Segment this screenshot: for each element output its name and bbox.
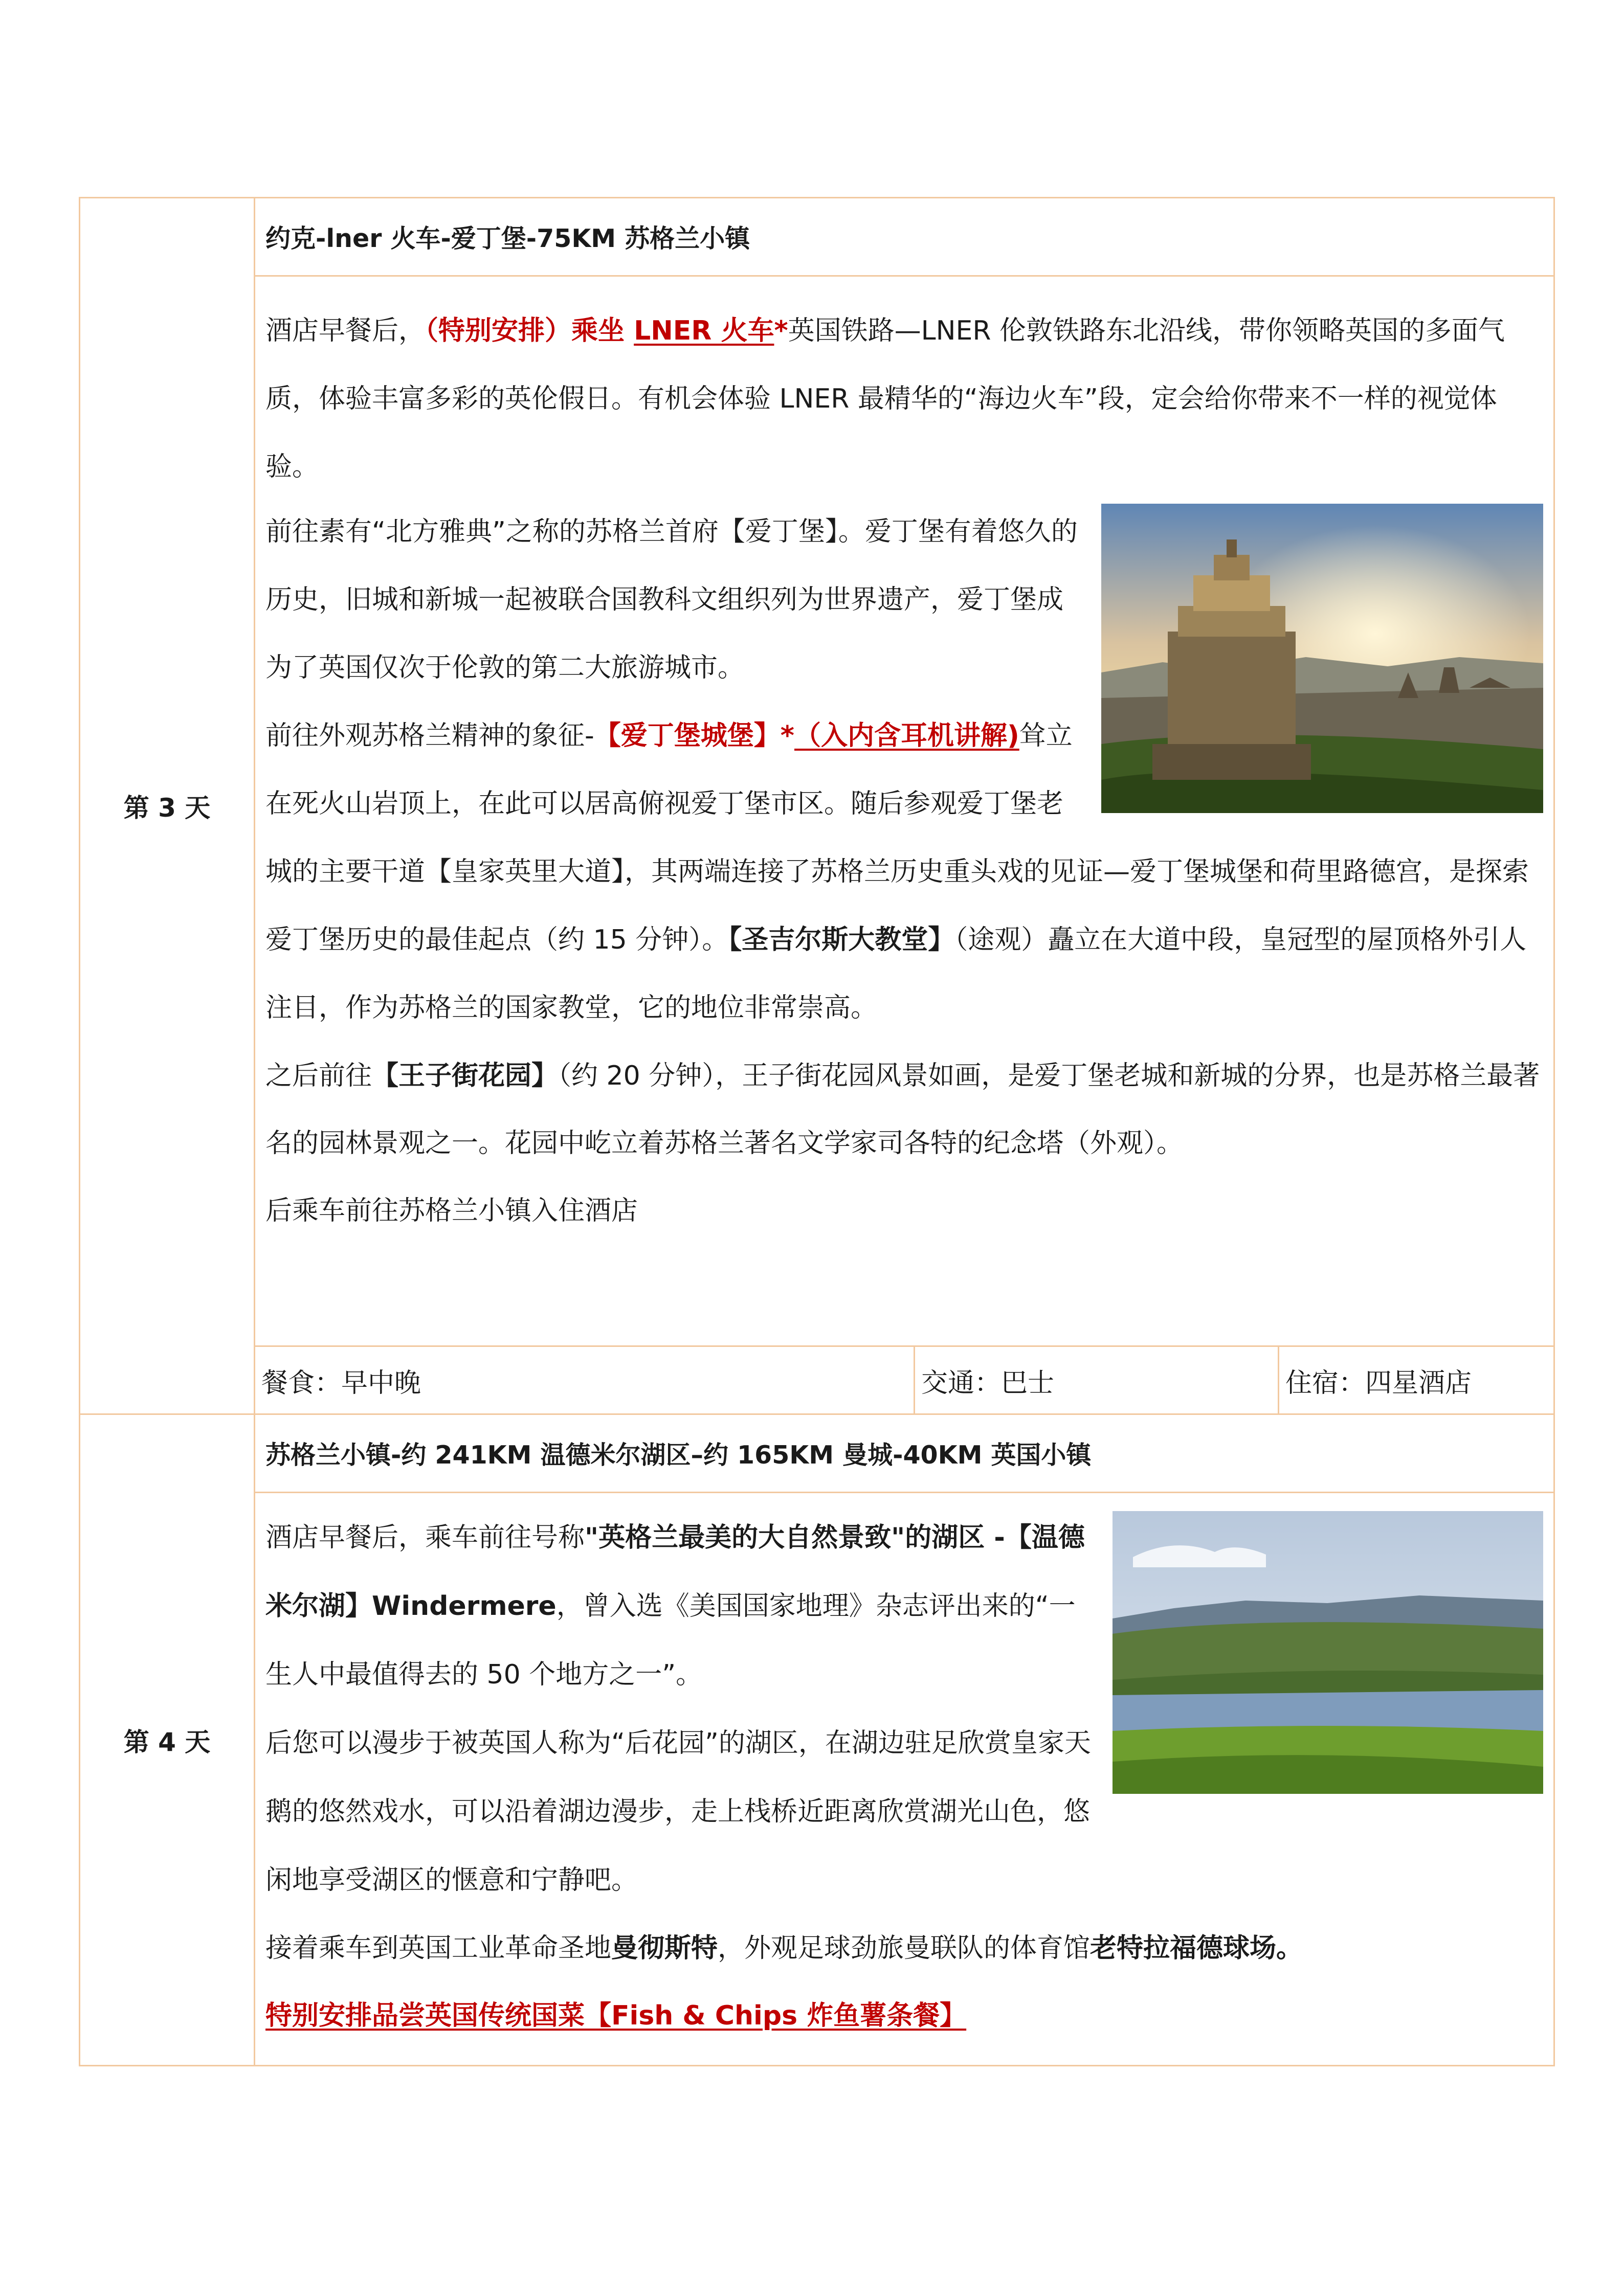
day3-para-garden: [265, 1042, 1543, 1177]
day3-st-giles: 【圣吉尔斯大教堂】: [728, 925, 955, 955]
day3-p3-text: 前往外观苏格兰精神的象征-: [265, 721, 594, 751]
day3-p1-text-2: 英国铁路—LNER 伦敦铁路东北沿线，带你领略英国的多面气质，体验丰富多彩的英伦假日。有机会体验 LNER 最精华的“海边火车”段，定会给你带来不一样的视觉体验。: [265, 316, 1505, 482]
day4-body-row: [80, 1493, 1554, 2066]
day4-p1-text-2: ，曾入选《美国国家地理》杂志评出来的“一生人中最值得去的 50 个地方之一”。: [265, 1591, 1076, 1690]
day3-para-hotel: 后乘车前往苏格兰小镇入住酒店: [265, 1196, 638, 1226]
day3-princes-street: 【王子街花园】: [372, 1061, 559, 1091]
day4-windermere: "英格兰最美的大自然景致"的湖区 -【温德米尔湖】Windermere: [265, 1522, 1085, 1622]
day3-body-row: [80, 276, 1554, 1346]
day3-audio-guide: （入内含耳机讲解): [794, 721, 1019, 751]
day3-castle-highlight: 【爱丁堡城堡】*: [594, 721, 794, 751]
day3-para-train: [265, 297, 1543, 501]
day3-label: 第 3 天: [80, 198, 255, 1414]
day3-asterisk: *: [774, 316, 788, 346]
day4-p1-text: 酒店早餐后，乘车前往号称: [265, 1522, 585, 1553]
itinerary-table: [79, 197, 1555, 2066]
day3-body: [255, 276, 1554, 1346]
day4-label: 第 4 天: [80, 1414, 255, 2066]
day3-route-row: [80, 198, 1554, 276]
day3-p4-text-2: （约 20 分钟），王子街花园风景如画，是爱丁堡老城和新城的分界，也是苏格兰最著名的园林景观之一。花园中屹立着苏格兰著名文学家司各特的纪念塔（外观）。: [265, 1061, 1540, 1159]
day4-para-walk: 后您可以漫步于被英国人称为“后花园”的湖区，在湖边驻足欣赏皇家天鹅的悠然戏水，可以沿着湖边漫步，走上栈桥近距离欣赏湖光山色，悠闲地享受湖区的惬意和宁静吧。: [265, 1728, 1091, 1896]
day3-para-edinburgh: 前往素有“北方雅典”之称的苏格兰首府【爱丁堡】。爱丁堡有着悠久的历史，旧城和新城一起被联合国教科文组织列为世界遗产，爱丁堡成为了英国仅次于伦敦的第二大旅游城市。: [265, 516, 1078, 683]
day4-p3-text: 接着乘车到英国工业革命圣地: [265, 1933, 612, 1964]
day3-meals: 餐食：早中晚: [255, 1346, 915, 1414]
day3-transport: 交通：巴士: [915, 1346, 1279, 1414]
day3-footer-row: [80, 1346, 1554, 1414]
day3-p3-text-2: 耸立在死火山岩顶上，在此可以居高俯视爱丁堡市区。随后参观爱丁堡老城的主要干道【皇家英里大道】，其两端连接了苏格兰历史重头戏的见证—爱丁堡城堡和荷里路德宫，是探索爱丁堡历史的最佳起点（约 15 分钟）。: [265, 721, 1529, 955]
day4-route-row: [80, 1414, 1554, 1493]
day4-old-trafford: 老特拉福德球场。: [1090, 1933, 1303, 1964]
day3-lner-train: LNER 火车: [634, 316, 774, 346]
day4-route: 苏格兰小镇-约 241KM 温德米尔湖区–约 165KM 曼城-40KM 英国小镇: [255, 1414, 1554, 1493]
edinburgh-photo: [1101, 504, 1543, 813]
day4-p3-text-2: ，外观足球劲旅曼联队的体育馆: [718, 1933, 1091, 1964]
day4-fish-chips: 特别安排品尝英国传统国菜【Fish & Chips 炸鱼薯条餐】: [265, 2000, 967, 2031]
day4-para-manchester: [265, 1915, 1543, 1982]
day3-hotel: 住宿：四星酒店: [1279, 1346, 1554, 1414]
day4-manchester: 曼彻斯特: [611, 1933, 718, 1964]
day3-p4-text: 之后前往: [265, 1061, 372, 1091]
day3-special-arrangement: （特别安排）乘坐: [425, 316, 634, 346]
day3-p3-text-3: （途观）矗立在大道中段，皇冠型的屋顶格外引人注目，作为苏格兰的国家教堂，它的地位非常崇高。: [265, 925, 1527, 1023]
day3-route: 约克-lner 火车-爱丁堡-75KM 苏格兰小镇: [255, 198, 1554, 276]
windermere-photo: [1113, 1511, 1543, 1794]
day4-para-fish-chips: [265, 1982, 1543, 2050]
day4-body: [255, 1493, 1554, 2066]
day3-p1-text: 酒店早餐后，: [265, 316, 426, 346]
